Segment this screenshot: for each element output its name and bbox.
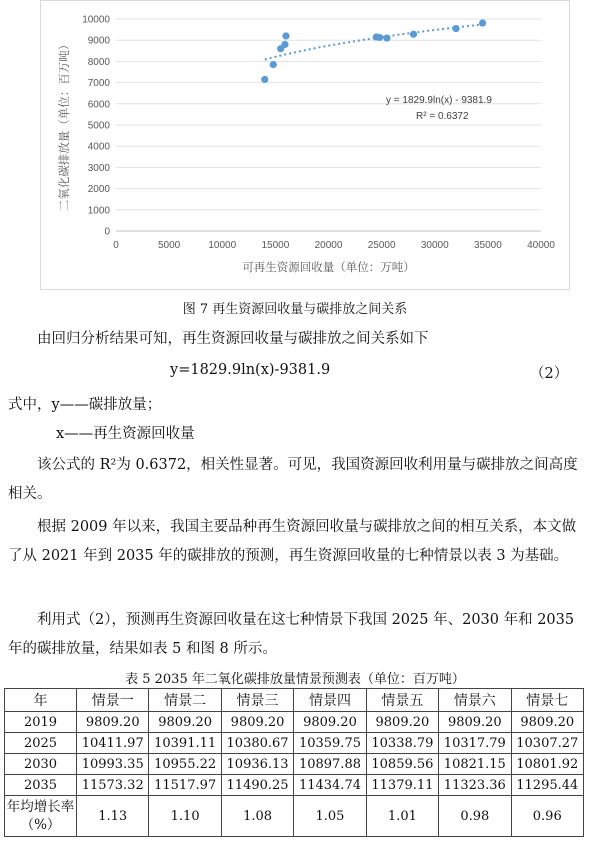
formula-number: （2）: [530, 366, 569, 382]
data-point: [383, 34, 390, 41]
data-point: [410, 31, 417, 38]
table-cell: 10307.27: [511, 733, 583, 754]
data-point: [270, 61, 277, 68]
header-cell: 情景七: [511, 689, 583, 712]
table-cell: 2025: [5, 733, 77, 754]
table-row: [5, 796, 584, 837]
table-cell: 10821.15: [439, 754, 511, 775]
table-cell: 1.08: [221, 796, 293, 837]
table-cell: 0.96: [511, 796, 583, 837]
table-row: [5, 733, 584, 754]
header-cell: 情景一: [77, 689, 149, 712]
y-tick-label: 5000: [87, 120, 110, 132]
table-cell: 10359.75: [294, 733, 366, 754]
table-cell: 11323.36: [439, 775, 511, 796]
table-cell: 11517.97: [149, 775, 221, 796]
regression-formula: y=1829.9ln(x)-9381.9: [170, 362, 331, 378]
table-cell: 9809.20: [221, 712, 293, 733]
r-squared-label: R² = 0.6372: [416, 111, 469, 122]
table-cell: 9809.20: [77, 712, 149, 733]
table-cell: 9809.20: [294, 712, 366, 733]
trendline-equation: y = 1829.9ln(x) - 9381.9: [386, 95, 492, 106]
y-tick-label: 6000: [87, 99, 110, 111]
x-tick-label: 0: [113, 240, 119, 251]
table-row: [5, 754, 584, 775]
y-tick-label: 0: [104, 226, 110, 238]
header-cell: 情景四: [294, 689, 366, 712]
table-cell: 10801.92: [511, 754, 583, 775]
table-cell: 10317.79: [439, 733, 511, 754]
y-tick-label: 8000: [87, 56, 110, 68]
y-tick-label: 7000: [87, 78, 110, 90]
table-cell: 11295.44: [511, 775, 583, 796]
table-cell: 9809.20: [366, 712, 438, 733]
x-tick-label: 5000: [158, 240, 181, 251]
x-tick-label: 35000: [473, 240, 502, 251]
y-tick-label: 4000: [87, 141, 110, 153]
y-tick-label: 2000: [87, 184, 110, 196]
y-tick-label: 10000: [82, 14, 110, 26]
table-cell: 10338.79: [366, 733, 438, 754]
header-cell: 情景五: [366, 689, 438, 712]
table-cell: 0.98: [439, 796, 511, 837]
header-cell: 情景三: [221, 689, 293, 712]
table-cell: 11490.25: [221, 775, 293, 796]
paragraph-2: 式中，y——碳排放量；: [8, 397, 162, 413]
table-cell: 1.01: [366, 796, 438, 837]
y-axis-title: 二氧化碳排放量（单位：百万吨）: [59, 38, 71, 212]
table-cell: 10380.67: [221, 733, 293, 754]
table-cell: 9809.20: [149, 712, 221, 733]
figure-caption: 图 7 再生资源回收量与碳排放之间关系: [182, 302, 408, 317]
data-point: [261, 76, 268, 83]
table-cell: 2030: [5, 754, 77, 775]
paragraph-3: x——再生资源回收量: [56, 426, 195, 442]
data-point: [281, 41, 288, 48]
table-cell: 10391.11: [149, 733, 221, 754]
table-cell: 1.13: [77, 796, 149, 837]
table-cell: 10955.22: [149, 754, 221, 775]
table-cell: 2035: [5, 775, 77, 796]
y-tick-label: 9000: [87, 35, 110, 47]
x-tick-label: 15000: [261, 240, 290, 251]
table-cell: 9809.20: [439, 712, 511, 733]
paragraph-4: 该公式的 R²为 0.6372，相关性显著。可见，我国资源回收利用量与碳排放之间高度相关。: [8, 457, 578, 502]
table-header-row: [5, 689, 584, 712]
header-cell: 情景二: [149, 689, 221, 712]
paragraph-1: 由回归分析结果可知，再生资源回收量与碳排放之间关系如下: [37, 331, 429, 347]
data-point: [452, 25, 459, 32]
x-axis-title: 可再生资源回收量（单位：万吨）: [242, 262, 415, 274]
table-cell: 11573.32: [77, 775, 149, 796]
header-cell: 情景六: [439, 689, 511, 712]
table-cell: 年均增长率（%）: [5, 796, 77, 837]
table-cell: 10897.88: [294, 754, 366, 775]
forecast-table: [4, 688, 584, 837]
table-cell: 10936.13: [221, 754, 293, 775]
header-cell: 年: [5, 689, 77, 712]
table-row: [5, 775, 584, 796]
y-tick-label: 3000: [87, 162, 110, 174]
y-tick-label: 1000: [87, 205, 110, 217]
chart-container: [40, 0, 570, 290]
x-tick-label: 30000: [420, 240, 449, 251]
table-cell: 10859.56: [366, 754, 438, 775]
table-cell: 9809.20: [511, 712, 583, 733]
table-cell: 11434.74: [294, 775, 366, 796]
paragraph-6: 利用式（2），预测再生资源回收量在这七种情景下我国 2025 年、2030 年和 2035 年的碳排放量，结果如表 5 和图 8 所示。: [8, 612, 575, 657]
data-point: [479, 19, 486, 26]
scatter-chart: [41, 1, 571, 291]
data-point: [376, 34, 383, 41]
trendline: [265, 25, 483, 60]
table-cell: 1.05: [294, 796, 366, 837]
data-point: [282, 32, 289, 39]
table-cell: 11379.11: [366, 775, 438, 796]
table-title: 表 5 2035 年二氧化碳排放量情景预测表（单位：百万吨）: [125, 672, 465, 687]
table-cell: 2019: [5, 712, 77, 733]
table-cell: 10411.97: [77, 733, 149, 754]
x-tick-label: 25000: [367, 240, 396, 251]
table-cell: 10993.35: [77, 754, 149, 775]
table-cell: 1.10: [149, 796, 221, 837]
table-row: [5, 712, 584, 733]
x-tick-label: 20000: [314, 240, 343, 251]
x-tick-label: 10000: [208, 240, 237, 251]
paragraph-5: 根据 2009 年以来，我国主要品种再生资源回收量与碳排放之间的相互关系，本文做了从 2021 年到 2035 年的碳排放的预测，再生资源回收量的七种情景以表 3 为基础。: [8, 519, 577, 564]
x-tick-label: 40000: [527, 240, 555, 251]
